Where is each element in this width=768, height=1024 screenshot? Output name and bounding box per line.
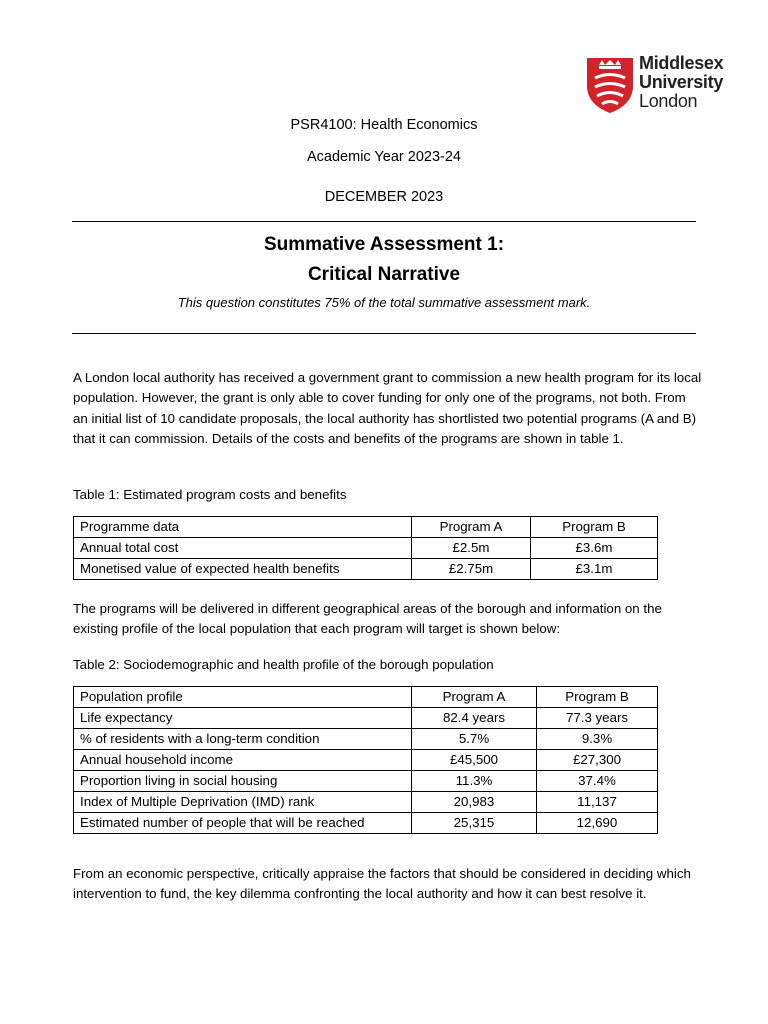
table-cell: £27,300 [537,750,658,771]
weighting-note: This question constitutes 75% of the total summative assessment mark. [177,295,591,310]
table-cell: Annual household income [74,750,412,771]
table-header-cell: Program B [531,517,658,538]
table-header-cell: Programme data [74,517,412,538]
table-cell: 25,315 [412,813,537,834]
university-wordmark [639,54,723,111]
university-shield-icon [585,56,635,114]
table-cell: 12,690 [537,813,658,834]
university-logo [585,53,724,114]
table-row [74,813,658,834]
table-cell: Life expectancy [74,708,412,729]
table-cell: 11.3% [412,771,537,792]
table-cell: Estimated number of people that will be reached [74,813,412,834]
table-cell: Annual total cost [74,538,412,559]
table-row [74,792,658,813]
table-cell: 20,983 [412,792,537,813]
table-row [74,559,658,580]
table-header-cell: Program A [412,687,537,708]
table-header-row [74,687,658,708]
table-cell: 11,137 [537,792,658,813]
table-cell: £3.6m [531,538,658,559]
bottom-divider [72,333,696,334]
table-header-cell: Population profile [74,687,412,708]
table-cell: £2.5m [412,538,531,559]
exam-date: DECEMBER 2023 [324,189,444,205]
table-row [74,729,658,750]
logo-line-3: London [639,91,698,111]
table-row [74,538,658,559]
table-cell: 37.4% [537,771,658,792]
table-header-cell: Program B [537,687,658,708]
program-costs-table [73,516,658,580]
table-cell: Monetised value of expected health benefits [74,559,412,580]
course-title: PSR4100: Health Economics [290,117,478,133]
table-row [74,750,658,771]
population-profile-table [73,686,658,834]
table-row [74,708,658,729]
table-cell: Proportion living in social housing [74,771,412,792]
intro-paragraph: A London local authority has received a government grant to commission a new health program for its local population. However, the grant is only able to cover funding for only one of the programs, not both. From an initial list of 10 candidate proposals, the local authority has shortlisted two potential programs (A and B) that it can commission. Details of the costs and benefits of the programs are shown in table 1. [73,370,702,447]
table-cell: Index of Multiple Deprivation (IMD) rank [74,792,412,813]
table-cell: 5.7% [412,729,537,750]
table-header-cell: Program A [412,517,531,538]
table-cell: 9.3% [537,729,658,750]
table-cell: 82.4 years [412,708,537,729]
question-paragraph: From an economic perspective, critically appraise the factors that should be considered in deciding which intervention to fund, the key dilemma confronting the local authority and how it can best resolve it. [73,866,691,902]
table-cell: £2.75m [412,559,531,580]
table-cell: £3.1m [531,559,658,580]
academic-year: Academic Year 2023-24 [307,149,461,165]
assessment-subtitle-heading: Critical Narrative [307,264,461,285]
table2-caption: Table 2: Sociodemographic and health profile of the borough population [73,657,494,672]
table-cell: % of residents with a long-term condition [74,729,412,750]
table-header-row [74,517,658,538]
table-cell: 77.3 years [537,708,658,729]
logo-line-2: University [639,72,724,92]
middle-paragraph: The programs will be delivered in different geographical areas of the borough and information on the existing profile of the local population that each program will target is shown below: [73,601,662,637]
table-row [74,771,658,792]
table1-caption: Table 1: Estimated program costs and benefits [73,487,347,502]
logo-line-1: Middlesex [639,53,724,73]
top-divider [72,221,696,222]
assessment-title: Summative Assessment 1: [263,234,505,255]
table-cell: £45,500 [412,750,537,771]
